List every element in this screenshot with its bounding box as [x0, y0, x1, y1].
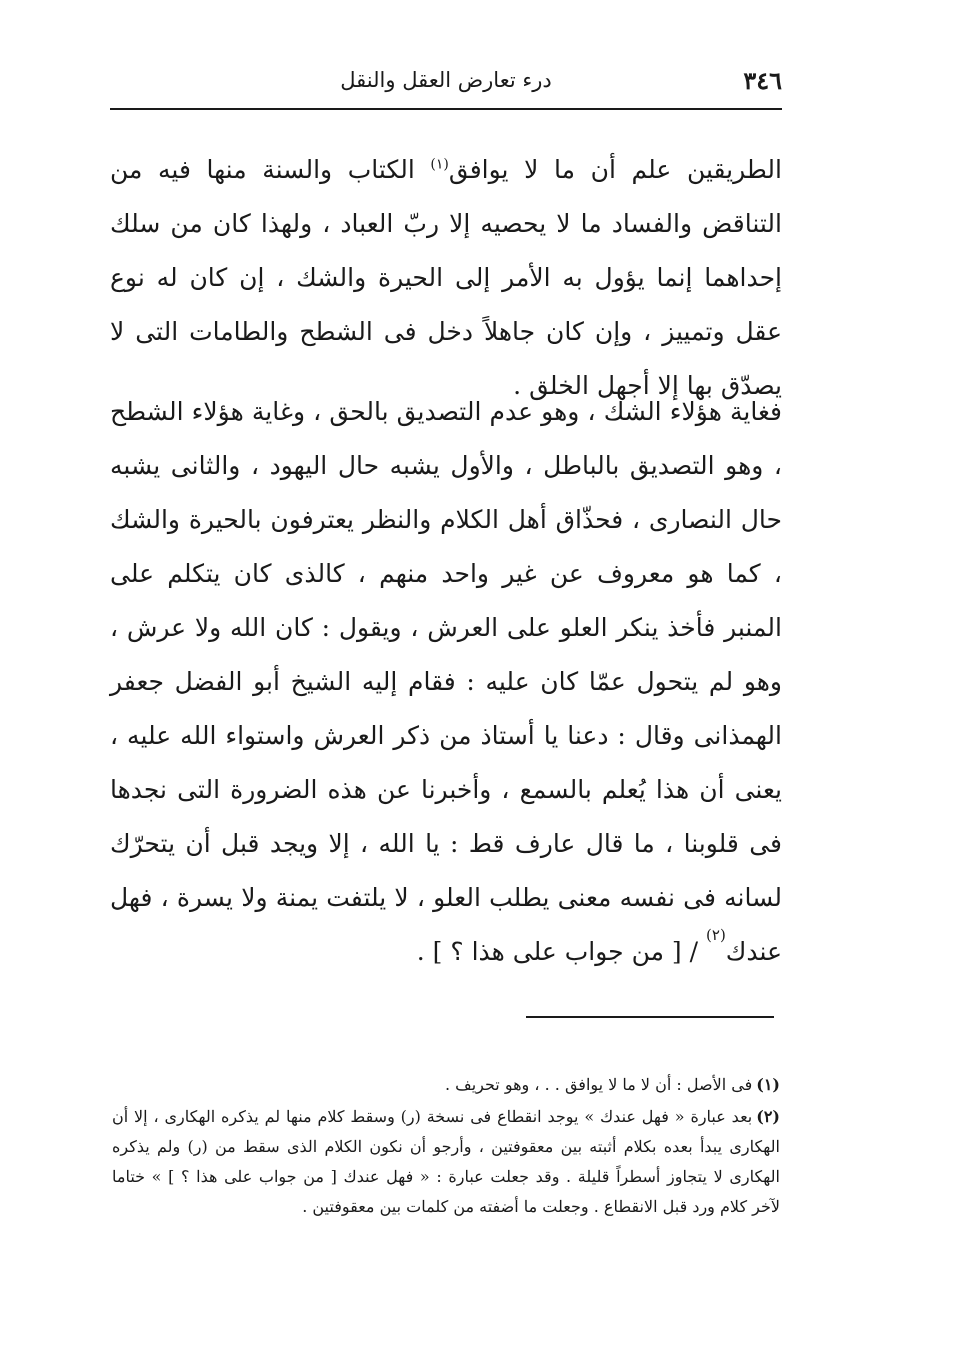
- paragraph-2-text-end: / [ من جواب على هذا ؟ ] .: [416, 937, 707, 966]
- header-rule: [110, 108, 782, 110]
- footnote-rule: [526, 1016, 774, 1018]
- footnote-2: [112, 1102, 780, 1222]
- footnotes: [112, 1070, 780, 1224]
- body-paragraph-2: [110, 385, 782, 979]
- footnote-text: بعد عبارة « فهل عندك » يوجد انقطاع فى نسخة (ر) وسقط كلام منها لم يذكره الهكارى ، إلا أن الهكارى يبدأ بعده بكلام أثبته بين معقوفتين ، وأرجو أن نكون الكلام الذى سقط من (ر) ولم يذكره الهكارى لا يتجاوز أسطراً قليلة . وقد جعلت عبارة : « فهل عندك [ من جواب على هذا ؟ ] » ختاما لآخر كلام ورد قبل الانقطاع . وجعلت ما أضفته من كلمات بين معقوفتين .: [112, 1107, 780, 1216]
- page-number: ٣٤٦: [743, 66, 782, 95]
- running-title: درء تعارض العقل والنقل: [340, 68, 552, 92]
- footnote-ref-1: (١): [430, 156, 449, 173]
- page-header: [110, 62, 782, 102]
- footnote-text: فى الأصل : أن لا ما لا يوافق . . ، وهو تحريف .: [444, 1075, 753, 1094]
- footnote-number: (١): [756, 1075, 780, 1094]
- footnote-1: [112, 1070, 780, 1100]
- paragraph-2-text-start: فغاية هؤلاء الشك ، وهو عدم التصديق بالحق ، وغاية هؤلاء الشطح ، وهو التصديق بالباطل ، والأول يشبه حال اليهود ، والثانى يشبه حال النصارى ، فحذّاق أهل الكلام والنظر يعترفون بالحيرة والشك ، كما هو معروف عن غير واحد منهم ، كالذى كان يتكلم على المنبر فأخذ ينكر العلو على العرش ، ويقول : كان الله ولا عرش ، وهو لم يتحول عمّا كان عليه : فقام إليه الشيخ أبو الفضل جعفر الهمذانى وقال : دعنا يا أستاذ من ذكر العرش واستواء الله عليه ، يعنى أن هذا يُعلم بالسمع ، وأخبرنا عن هذه الضرورة التى نجدها فى قلوبنا ، ما قال عارف قط : يا الله ، إلا ويجد قبل أن يتحرّك لسانه فى نفسه معنى يطلب العلو ، لا يلتفت يمنة ولا يسرة ، فهل عندك: [110, 397, 782, 966]
- footnote-ref-2: (٢): [706, 926, 726, 944]
- paragraph-1-text-start: الطريقين علم أن ما لا يوافق: [448, 155, 782, 184]
- paragraph-1-text-end: الكتاب والسنة منها فيه من التناقض والفساد ما لا يحصيه إلا ربّ العباد ، ولهذا كان من سلك إحداهما إنما يؤول به الأمر إلى الحيرة والشك ، إن كان له نوع عقل وتمييز ، وإن كان جاهلاً دخل فى الشطح والطامات التى لا يصدّق بها إلا أجهل الخلق .: [110, 155, 782, 400]
- footnote-number: (٢): [756, 1107, 780, 1126]
- body-paragraph-1: [110, 143, 782, 413]
